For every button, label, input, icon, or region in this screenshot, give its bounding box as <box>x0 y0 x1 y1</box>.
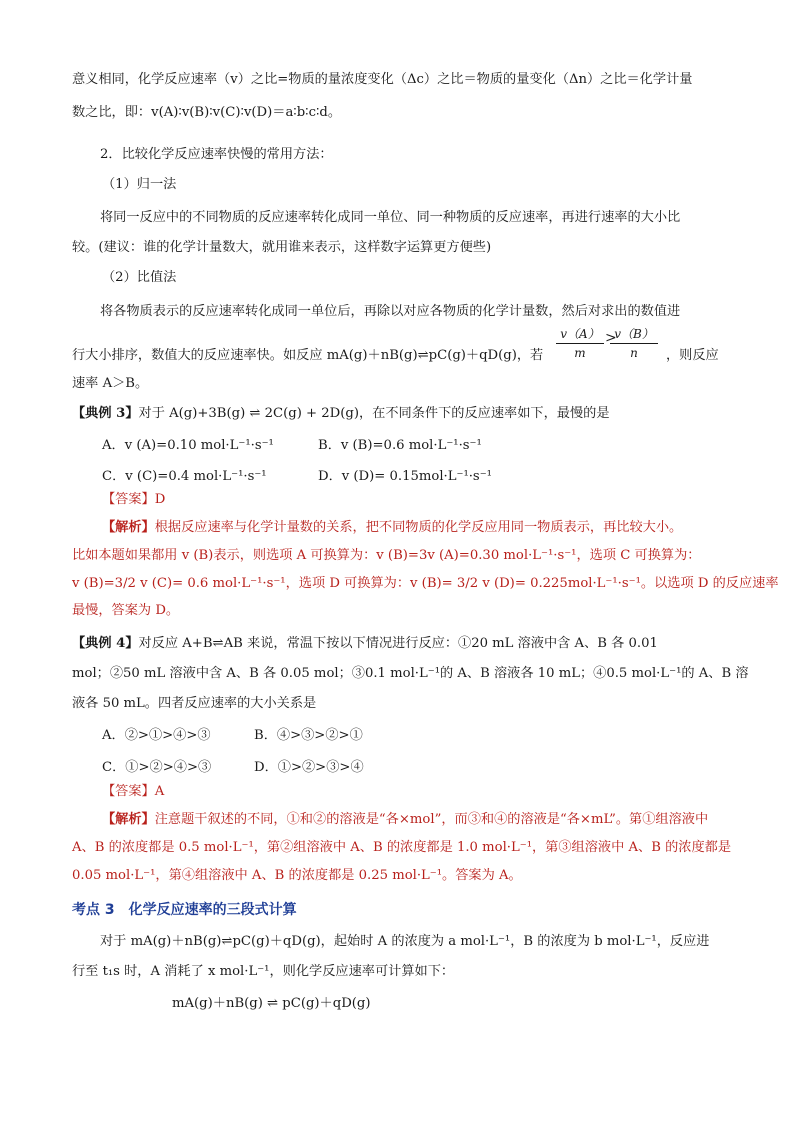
greater-than-sign: > <box>605 330 617 346</box>
option-d: D．①>②>③>④ <box>254 760 364 775</box>
paragraph-line: 将各物质表示的反应速率转化成同一单位后，再除以对应各物质的化学计量数，然后对求出的数值进 <box>100 304 681 319</box>
subsection-heading: （1）归一法 <box>102 177 177 192</box>
fraction-bar <box>610 343 658 344</box>
analysis-tag: 【解析】 <box>102 812 155 827</box>
paragraph-line: 将同一反应中的不同物质的反应速率转化成同一单位、同一种物质的反应速率，再进行速率的大小比 <box>100 210 681 225</box>
analysis-text: 根据反应速率与化学计量数的关系，把不同物质的化学反应用同一物质表示，再比较大小。 <box>154 520 683 535</box>
question-line: mol；②50 mL 溶液中含 A、B 各 0.05 mol；③0.1 mol·L⁻¹的 A、B 溶液各 10 mL；④0.5 mol·L⁻¹的 A、B 溶 <box>72 666 749 681</box>
question-line: 液各 50 mL。四者反应速率的大小关系是 <box>72 696 317 711</box>
topic-heading: 考点 3 化学反应速率的三段式计算 <box>72 902 297 918</box>
section-heading: 2．比较化学反应速率快慢的常用方法： <box>100 147 333 162</box>
fraction-vb-over-n <box>610 326 658 361</box>
equation-line: mA(g)＋nB(g) ⇌ pC(g)＋qD(g) <box>172 996 371 1011</box>
fraction-denominator: n <box>630 346 638 360</box>
fraction-bar <box>556 343 604 344</box>
fraction-va-over-m <box>556 326 604 361</box>
analysis-text: 的溶液是“各×mol”，而③和④的溶液是“各×mL”。第①组溶液中 <box>326 812 709 827</box>
analysis-highlight: ①和② <box>286 812 327 827</box>
analysis-line: A、B 的浓度都是 0.5 mol·L⁻¹，第②组溶液中 A、B 的浓度都是 1.0 mol·L⁻¹，第③组溶液中 A、B 的浓度都是 <box>72 840 732 855</box>
paragraph-line: ，则反应 <box>666 348 719 363</box>
paragraph-line: 数之比，即：v(A)∶v(B)∶v(C)∶v(D)＝a∶b∶c∶d。 <box>72 105 342 120</box>
fraction-denominator: m <box>574 346 586 360</box>
option-a: A．②>①>④>③ <box>102 728 211 743</box>
example-3-question <box>72 404 610 424</box>
question-text: 对于 A(g)+3B(g) ⇌ 2C(g) + 2D(g)，在不同条件下的反应速率如下，最慢的是 <box>138 406 610 421</box>
example-4-question <box>72 634 658 654</box>
option-a: A．v (A)=0.10 mol·L⁻¹·s⁻¹ <box>102 438 274 453</box>
answer-line: 【答案】A <box>102 784 165 799</box>
option-d: D．v (D)= 0.15mol·L⁻¹·s⁻¹ <box>318 469 492 484</box>
analysis-line: 最慢，答案为 D。 <box>72 603 180 618</box>
option-c: C．v (C)=0.4 mol·L⁻¹·s⁻¹ <box>102 469 267 484</box>
analysis-line: 比如本题如果都用 v (B)表示，则选项 A 可换算为：v (B)=3v (A)=0.30 mol·L⁻¹·s⁻¹，选项 C 可换算为： <box>72 548 701 563</box>
paragraph-line: 行大小排序，数值大的反应速率快。如反应 mA(g)＋nB(g)⇌pC(g)＋qD(g)，若 <box>72 348 544 363</box>
paragraph-line: 行至 t₁s 时，A 消耗了 x mol·L⁻¹，则化学反应速率可计算如下： <box>72 964 455 979</box>
example-tag: 【典例 4】 <box>72 636 139 651</box>
option-b: B．④>③>②>① <box>254 728 363 743</box>
subsection-heading: （2）比值法 <box>102 270 177 285</box>
option-c: C．①>②>④>③ <box>102 760 212 775</box>
analysis-line <box>102 518 682 538</box>
analysis-line: 0.05 mol·L⁻¹，第④组溶液中 A、B 的浓度都是 0.25 mol·L⁻¹。答案为 A。 <box>72 868 522 883</box>
paragraph-line: 对于 mA(g)＋nB(g)⇌pC(g)＋qD(g)，起始时 A 的浓度为 a mol·L⁻¹，B 的浓度为 b mol·L⁻¹，反应进 <box>100 934 710 949</box>
analysis-line <box>102 810 708 830</box>
fraction-numerator: v（A） <box>560 327 600 341</box>
paragraph-line: 较。(建议：谁的化学计量数大，就用谁来表示，这样数字运算更方便些) <box>72 240 492 255</box>
example-tag: 【典例 3】 <box>72 406 139 421</box>
analysis-line: v (B)=3/2 v (C)= 0.6 mol·L⁻¹·s⁻¹，选项 D 可换算为：v (B)= 3/2 v (D)= 0.225mol·L⁻¹·s⁻¹。以选项 D 的反应速率 <box>72 576 779 591</box>
analysis-tag: 【解析】 <box>102 520 155 535</box>
option-b: B．v (B)=0.6 mol·L⁻¹·s⁻¹ <box>318 438 482 453</box>
answer-line: 【答案】D <box>102 492 166 507</box>
analysis-text: 注意题干叙述的不同， <box>154 812 287 827</box>
question-text: 对反应 A+B⇌AB 来说，常温下按以下情况进行反应：①20 mL 溶液中含 A、B 各 0.01 <box>138 636 658 651</box>
paragraph-line: 意义相同，化学反应速率（v）之比=物质的量浓度变化（Δc）之比＝物质的量变化（Δn）之比＝化学计量 <box>72 72 693 87</box>
paragraph-line: 速率 A＞B。 <box>72 376 149 391</box>
fraction-numerator: v（B） <box>614 327 654 341</box>
